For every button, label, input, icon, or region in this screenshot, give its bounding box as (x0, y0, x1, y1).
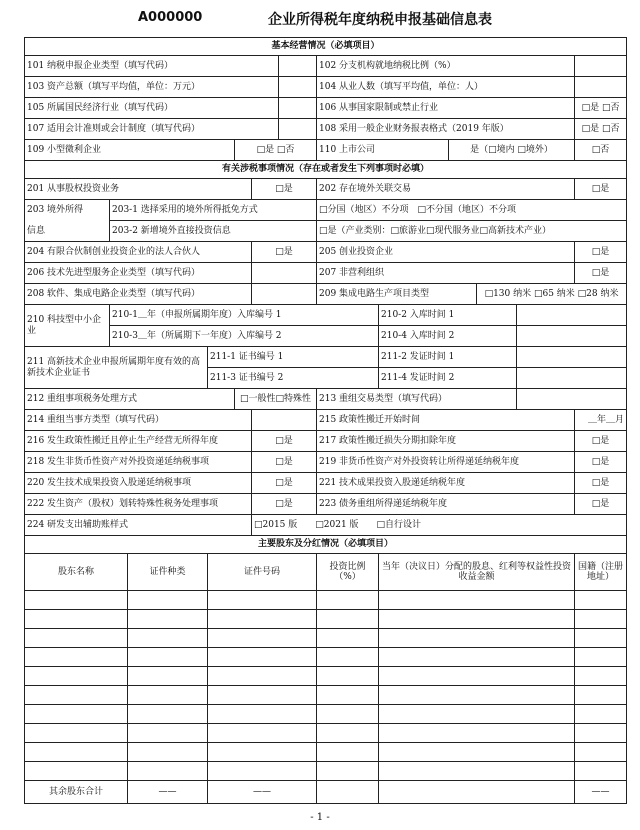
cell-nationality[interactable] (575, 591, 627, 610)
label-217: 217 政策性搬迁损失分期扣除年度 (317, 431, 575, 452)
cell-investment-ratio[interactable] (317, 629, 379, 648)
total-id-number-dash: —— (208, 781, 317, 804)
shareholder-row (25, 629, 627, 648)
cell-id-type[interactable] (128, 667, 208, 686)
shareholder-row (25, 591, 627, 610)
cell-shareholder-name[interactable] (25, 667, 128, 686)
cell-nationality[interactable] (575, 648, 627, 667)
row-105 (25, 98, 627, 119)
field-215[interactable]: ＿年＿月 (575, 410, 627, 431)
row-208 (25, 284, 627, 305)
cell-dividend-amount[interactable] (379, 762, 575, 781)
shareholder-row (25, 705, 627, 724)
checkbox-221[interactable]: □是 (575, 473, 627, 494)
cell-id-number[interactable] (208, 648, 317, 667)
cell-shareholder-name[interactable] (25, 743, 128, 762)
label-109: 109 小型微利企业 (25, 140, 235, 161)
label-107: 107 适用会计准则或会计制度（填写代码） (25, 119, 279, 140)
cell-id-type[interactable] (128, 610, 208, 629)
checkbox-110-domestic-overseas[interactable]: 是（□境内 □境外） (449, 140, 575, 161)
checkbox-109[interactable]: □是 □否 (235, 140, 317, 161)
cell-investment-ratio[interactable] (317, 686, 379, 705)
label-211-4: 211-4 发证时间 2 (379, 368, 517, 389)
label-210-3: 210-3＿年（所属期下一年度）入库编号 2 (110, 326, 379, 347)
label-203-top: 203 境外所得 (25, 200, 110, 221)
cell-id-number[interactable] (208, 667, 317, 686)
row-218 (25, 452, 627, 473)
label-213: 213 重组交易类型（填写代码） (317, 389, 517, 410)
col-id-number: 证件号码 (208, 554, 317, 591)
label-106: 106 从事国家限制或禁止行业 (317, 98, 575, 119)
label-208: 208 软件、集成电路企业类型（填写代码） (25, 284, 252, 305)
total-id-type-dash: —— (128, 781, 208, 804)
label-222: 222 发生资产（股权）划转特殊性税务处理事项 (25, 494, 252, 515)
checkbox-218[interactable]: □是 (252, 452, 317, 473)
checkbox-204[interactable]: □是 (252, 242, 317, 263)
label-218: 218 发生非货币性资产对外投资递延纳税事项 (25, 452, 252, 473)
cell-id-number[interactable] (208, 705, 317, 724)
row-101 (25, 56, 627, 77)
checkbox-219[interactable]: □是 (575, 452, 627, 473)
field-107[interactable] (279, 119, 317, 140)
cell-nationality[interactable] (575, 686, 627, 705)
label-220: 220 发生技术成果投资入股递延纳税事项 (25, 473, 252, 494)
form-code: A000000 (138, 10, 203, 25)
label-216: 216 发生政策性搬迁且停止生产经营无所得年度 (25, 431, 252, 452)
label-210-4: 210-4 入库时间 2 (379, 326, 517, 347)
field-211-4[interactable] (517, 368, 627, 389)
row-203-2 (25, 221, 627, 242)
checkbox-209[interactable]: □130 纳米 □65 纳米 □28 纳米 (477, 284, 627, 305)
cell-id-number[interactable] (208, 591, 317, 610)
checkbox-220[interactable]: □是 (252, 473, 317, 494)
checkbox-205[interactable]: □是 (575, 242, 627, 263)
cell-dividend-amount[interactable] (379, 686, 575, 705)
label-211-2: 211-2 发证时间 1 (379, 347, 517, 368)
cell-dividend-amount[interactable] (379, 743, 575, 762)
row-210-1 (25, 305, 627, 326)
label-219: 219 非货币性资产对外投资转让所得递延纳税年度 (317, 452, 575, 473)
label-210-1: 210-1＿年（申报所属期年度）入库编号 1 (110, 305, 379, 326)
cell-id-type[interactable] (128, 743, 208, 762)
cell-nationality[interactable] (575, 610, 627, 629)
row-201 (25, 179, 627, 200)
label-224: 224 研发支出辅助账样式 (25, 515, 252, 536)
label-206: 206 技术先进型服务企业类型（填写代码） (25, 263, 252, 284)
shareholder-header-row (25, 554, 627, 591)
cell-dividend-amount[interactable] (379, 648, 575, 667)
cell-investment-ratio[interactable] (317, 762, 379, 781)
row-206 (25, 263, 627, 284)
label-201: 201 从事股权投资业务 (25, 179, 252, 200)
label-203-1: 203-1 选择采用的境外所得抵免方式 (110, 200, 317, 221)
checkbox-201[interactable]: □是 (252, 179, 317, 200)
label-204: 204 有限合伙制创业投资企业的法人合伙人 (25, 242, 252, 263)
shareholder-row (25, 610, 627, 629)
label-210-2: 210-2 入库时间 1 (379, 305, 517, 326)
field-206[interactable] (252, 263, 317, 284)
options-224[interactable]: □2015 版 □2021 版 □自行设计 (252, 515, 627, 536)
cell-id-number[interactable] (208, 724, 317, 743)
cell-id-type[interactable] (128, 591, 208, 610)
row-211-1 (25, 347, 627, 368)
field-101[interactable] (279, 56, 317, 77)
label-202: 202 存在境外关联交易 (317, 179, 575, 200)
cell-dividend-amount[interactable] (379, 705, 575, 724)
cell-nationality[interactable] (575, 705, 627, 724)
label-110: 110 上市公司 (317, 140, 449, 161)
field-104[interactable] (575, 77, 627, 98)
shareholder-rows (25, 591, 627, 781)
cell-investment-ratio[interactable] (317, 724, 379, 743)
cell-investment-ratio[interactable] (317, 667, 379, 686)
cell-shareholder-name[interactable] (25, 591, 128, 610)
shareholder-row (25, 667, 627, 686)
field-102[interactable] (575, 56, 627, 77)
label-103: 103 资产总额（填写平均值，单位：万元） (25, 77, 279, 98)
row-210-3 (25, 326, 627, 347)
cell-dividend-amount[interactable] (379, 591, 575, 610)
cell-nationality[interactable] (575, 667, 627, 686)
label-223: 223 债务重组所得递延纳税年度 (317, 494, 575, 515)
cell-dividend-amount[interactable] (379, 610, 575, 629)
row-214 (25, 410, 627, 431)
label-212: 212 重组事项税务处理方式 (25, 389, 235, 410)
field-211-2[interactable] (517, 347, 627, 368)
label-104: 104 从业人数（填写平均值，单位：人） (317, 77, 575, 98)
field-210-2[interactable] (517, 305, 627, 326)
cell-shareholder-name[interactable] (25, 762, 128, 781)
field-214[interactable] (252, 410, 317, 431)
cell-id-type[interactable] (128, 705, 208, 724)
section-shareholders-title: 主要股东及分红情况（必填项目） (25, 536, 627, 554)
checkbox-212[interactable]: □一般性□特殊性 (235, 389, 317, 410)
cell-nationality[interactable] (575, 743, 627, 762)
checkbox-207[interactable]: □是 (575, 263, 627, 284)
field-105[interactable] (279, 98, 317, 119)
section-tax-title: 有关涉税事项情况（存在或者发生下列事项时必填） (25, 161, 627, 179)
cell-id-type[interactable] (128, 724, 208, 743)
checkbox-202[interactable]: □是 (575, 179, 627, 200)
options-203-1[interactable]: □分国（地区）不分项 □不分国（地区）不分项 (317, 200, 627, 221)
row-203-1 (25, 200, 627, 221)
cell-dividend-amount[interactable] (379, 667, 575, 686)
page-number: - 1 - (310, 812, 330, 823)
checkbox-223[interactable]: □是 (575, 494, 627, 515)
checkbox-106[interactable]: □是 □否 (575, 98, 627, 119)
cell-nationality[interactable] (575, 762, 627, 781)
field-103[interactable] (279, 77, 317, 98)
label-211-1: 211-1 证书编号 1 (208, 347, 379, 368)
cell-id-number[interactable] (208, 686, 317, 705)
label-203-bottom: 信息 (25, 221, 110, 242)
checkbox-108[interactable]: □是 □否 (575, 119, 627, 140)
checkbox-222[interactable]: □是 (252, 494, 317, 515)
label-101: 101 纳税申报企业类型（填写代码） (25, 56, 279, 77)
checkbox-217[interactable]: □是 (575, 431, 627, 452)
row-220 (25, 473, 627, 494)
label-105: 105 所属国民经济行业（填写代码） (25, 98, 279, 119)
col-shareholder-name: 股东名称 (25, 554, 128, 591)
cell-id-number[interactable] (208, 762, 317, 781)
field-210-4[interactable] (517, 326, 627, 347)
cell-investment-ratio[interactable] (317, 743, 379, 762)
label-211-3: 211-3 证书编号 2 (208, 368, 379, 389)
cell-id-type[interactable] (128, 648, 208, 667)
shareholder-row (25, 724, 627, 743)
shareholder-row (25, 648, 627, 667)
cell-id-number[interactable] (208, 629, 317, 648)
label-108: 108 采用一般企业财务报表格式（2019 年版） (317, 119, 575, 140)
cell-shareholder-name[interactable] (25, 629, 128, 648)
label-221: 221 技术成果投资入股递延纳税年度 (317, 473, 575, 494)
label-205: 205 创业投资企业 (317, 242, 575, 263)
row-109 (25, 140, 627, 161)
field-208[interactable] (252, 284, 317, 305)
col-id-type: 证件种类 (128, 554, 208, 591)
cell-dividend-amount[interactable] (379, 724, 575, 743)
cell-shareholder-name[interactable] (25, 648, 128, 667)
label-214: 214 重组当事方类型（填写代码） (25, 410, 252, 431)
row-212 (25, 389, 627, 410)
cell-shareholder-name[interactable] (25, 686, 128, 705)
row-224 (25, 515, 627, 536)
row-103 (25, 77, 627, 98)
label-203-2: 203-2 新增境外直接投资信息 (110, 221, 317, 242)
cell-shareholder-name[interactable] (25, 724, 128, 743)
total-nationality-dash: —— (575, 781, 627, 804)
options-203-2[interactable]: □是（产业类别：□旅游业□现代服务业□高新技术产业） (317, 221, 627, 242)
label-209: 209 集成电路生产项目类型 (317, 284, 477, 305)
cell-id-number[interactable] (208, 610, 317, 629)
label-211: 211 高新技术企业申报所属期年度有效的高新技术企业证书 (25, 347, 208, 389)
cell-shareholder-name[interactable] (25, 610, 128, 629)
basic-info-form (24, 37, 627, 804)
col-nationality: 国籍（注册地址） (575, 554, 627, 591)
cell-investment-ratio[interactable] (317, 648, 379, 667)
checkbox-110-no[interactable]: □否 (575, 140, 627, 161)
label-102: 102 分支机构就地纳税比例（%） (317, 56, 575, 77)
label-215: 215 政策性搬迁开始时间 (317, 410, 575, 431)
field-213[interactable] (517, 389, 627, 410)
section-basic-title: 基本经营情况（必填项目） (25, 38, 627, 56)
total-dividend-field[interactable] (379, 781, 575, 804)
cell-nationality[interactable] (575, 724, 627, 743)
row-107 (25, 119, 627, 140)
label-207: 207 非营利组织 (317, 263, 575, 284)
cell-nationality[interactable] (575, 629, 627, 648)
cell-investment-ratio[interactable] (317, 610, 379, 629)
form-header (0, 8, 640, 30)
cell-shareholder-name[interactable] (25, 705, 128, 724)
cell-id-type[interactable] (128, 686, 208, 705)
form-title: 企业所得税年度纳税申报基础信息表 (268, 12, 492, 28)
shareholder-row (25, 686, 627, 705)
shareholder-total-row (25, 781, 627, 804)
row-216 (25, 431, 627, 452)
cell-investment-ratio[interactable] (317, 705, 379, 724)
cell-id-type[interactable] (128, 762, 208, 781)
row-222 (25, 494, 627, 515)
cell-dividend-amount[interactable] (379, 629, 575, 648)
shareholder-row (25, 743, 627, 762)
total-ratio-field[interactable] (317, 781, 379, 804)
cell-id-type[interactable] (128, 629, 208, 648)
cell-id-number[interactable] (208, 743, 317, 762)
checkbox-216[interactable]: □是 (252, 431, 317, 452)
row-204 (25, 242, 627, 263)
col-dividend-amount: 当年（决议日）分配的股息、红利等权益性投资收益金额 (379, 554, 575, 591)
label-210: 210 科技型中小企业 (25, 305, 110, 347)
shareholder-row (25, 762, 627, 781)
cell-investment-ratio[interactable] (317, 591, 379, 610)
col-investment-ratio: 投资比例（%） (317, 554, 379, 591)
total-label: 其余股东合计 (25, 781, 128, 804)
